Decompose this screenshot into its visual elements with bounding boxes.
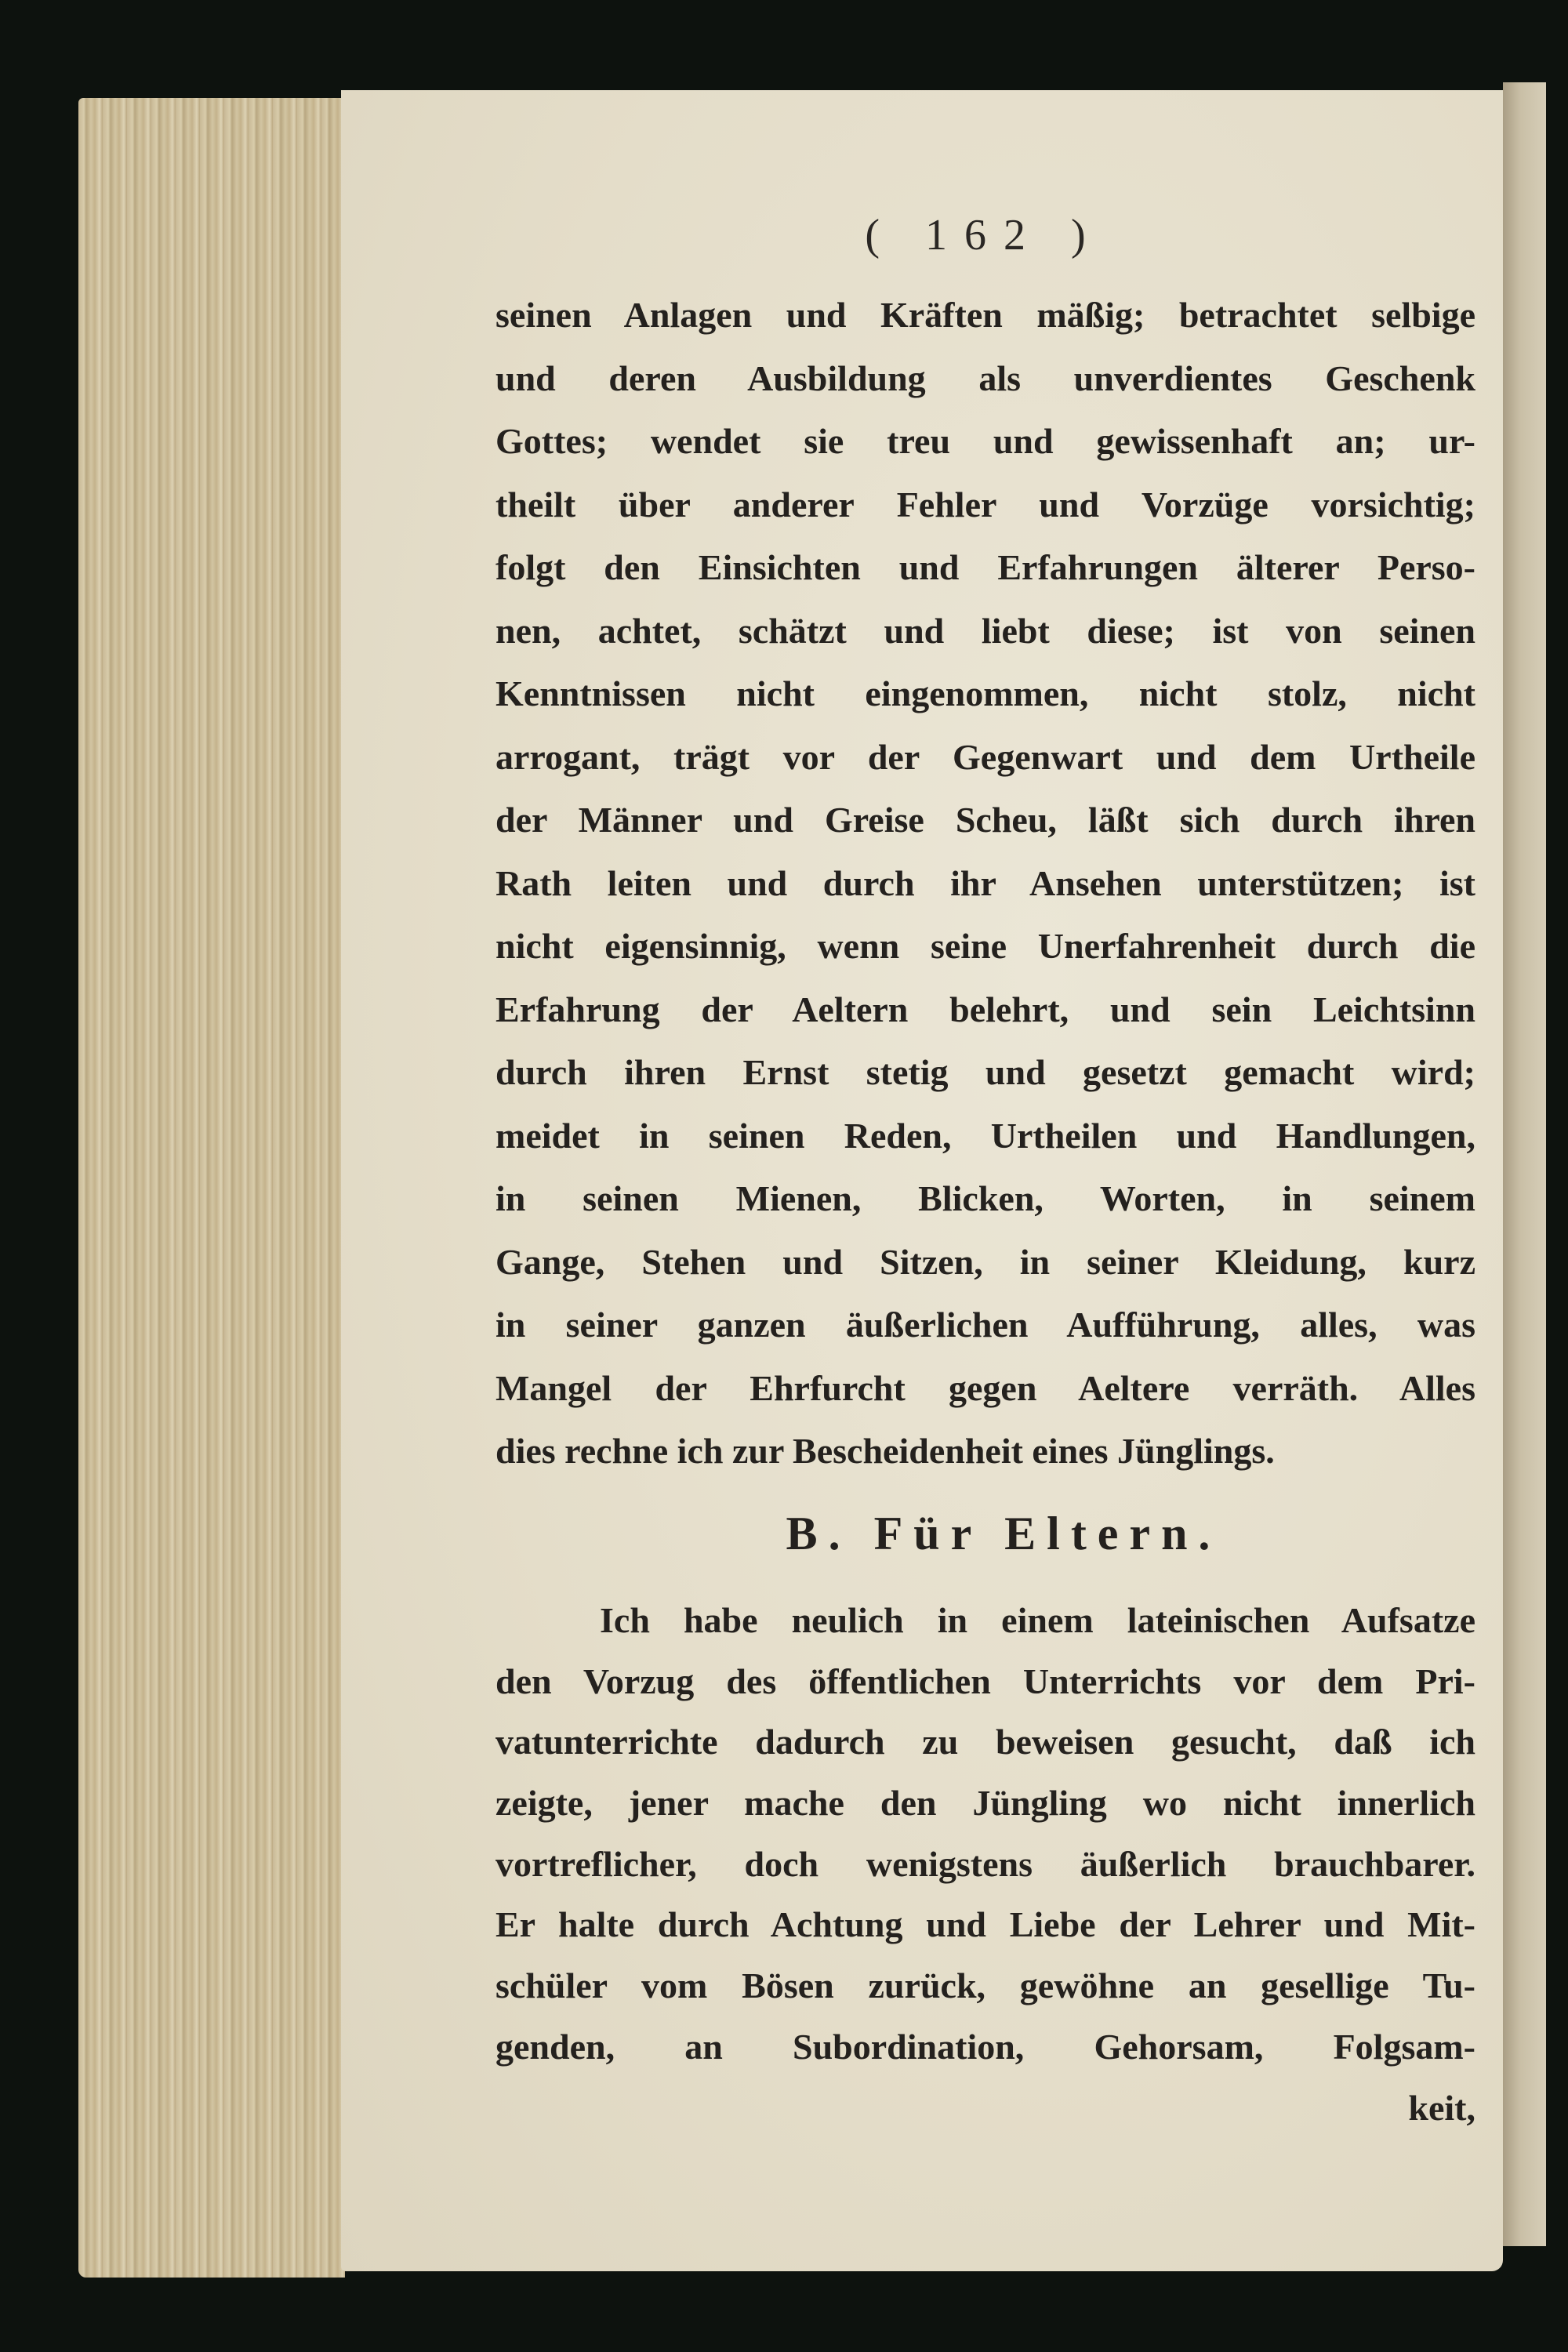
text-line: schüler vom Bösen zurück, gewöhne an gesellige Tu-	[495, 1965, 1475, 2006]
text-line: zeigte, jener mache den Jüngling wo nicht innerlich	[495, 1783, 1475, 1824]
text-line: seinen Anlagen und Kräften mäßig; betrachtet selbige	[495, 295, 1475, 335]
text-line: den Vorzug des öffentlichen Unterrichts vor dem Pri-	[495, 1661, 1475, 1701]
text-line: durch ihren Ernst stetig und gesetzt gemacht wird;	[495, 1052, 1475, 1092]
text-line: arrogant, trägt vor der Gegenwart und dem Urtheile	[495, 736, 1475, 777]
text-line: Gange, Stehen und Sitzen, in seiner Kleidung, kurz	[495, 1241, 1475, 1282]
text-line: in seiner ganzen äußerlichen Aufführung, alles, was	[495, 1305, 1475, 1345]
text-line: nicht eigensinnig, wenn seine Unerfahrenheit durch die	[495, 926, 1475, 966]
text-line: meidet in seinen Reden, Urtheilen und Handlungen,	[495, 1115, 1475, 1156]
page-number: ( 162 )	[865, 211, 1103, 260]
text-line: Er halte durch Achtung und Liebe der Lehrer und Mit-	[495, 1904, 1475, 1945]
text-line: in seinen Mienen, Blicken, Worten, in seinem	[495, 1178, 1475, 1218]
text-line: genden, an Subordination, Gehorsam, Folgsam-	[495, 2026, 1475, 2067]
section-heading: B. Für Eltern.	[786, 1508, 1221, 1559]
text-line: nen, achtet, schätzt und liebt diese; ist von seinen	[495, 610, 1475, 651]
text-line: Gottes; wendet sie treu und gewissenhaft an; ur-	[495, 421, 1475, 461]
facing-page-edge	[1503, 82, 1546, 2246]
text-line: Mangel der Ehrfurcht gegen Aeltere verräth. Alles	[495, 1367, 1475, 1408]
paragraph-1	[495, 284, 1475, 1483]
text-line: folgt den Einsichten und Erfahrungen älterer Perso-	[495, 547, 1475, 587]
text-line: Erfahrung der Aeltern belehrt, und sein Leichtsinn	[495, 989, 1475, 1029]
text-line: dies rechne ich zur Bescheidenheit eines Jünglings.	[495, 1431, 1275, 1471]
text-line: vortreflicher, doch wenigstens äußerlich brauchbarer.	[495, 1843, 1475, 1884]
text-line: Rath leiten und durch ihr Ansehen unterstützen; ist	[495, 862, 1475, 903]
page-stack-edge	[78, 98, 345, 2278]
text-line: keit,	[1408, 2087, 1475, 2128]
text-line: Kenntnissen nicht eingenommen, nicht stolz, nicht	[495, 673, 1475, 713]
text-line: theilt über anderer Fehler und Vorzüge vorsichtig;	[495, 484, 1475, 524]
text-line: und deren Ausbildung als unverdientes Geschenk	[495, 358, 1475, 398]
text-line: Ich habe neulich in einem lateinischen Aufsatze	[600, 1600, 1475, 1640]
text-line: der Männer und Greise Scheu, läßt sich durch ihren	[495, 800, 1475, 840]
text-line: vatunterrichte dadurch zu beweisen gesucht, daß ich	[495, 1722, 1475, 1762]
paragraph-2	[495, 1590, 1475, 2138]
